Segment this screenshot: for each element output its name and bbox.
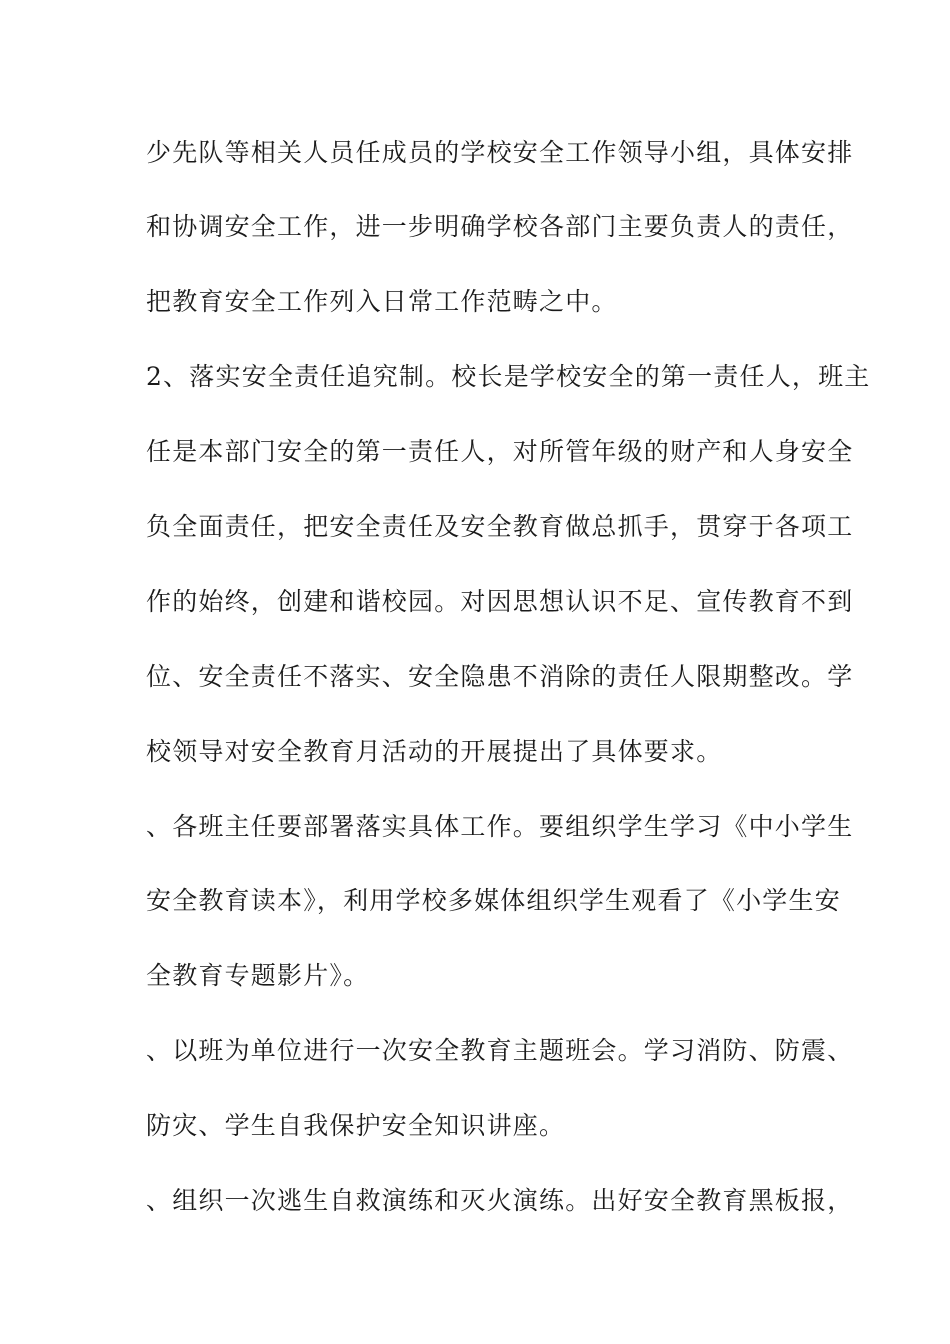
text-line: 少先队等相关人员任成员的学校安全工作领导小组，具体安排 — [146, 138, 854, 167]
text-line: 、各班主任要部署落实具体工作。要组织学生学习《中小学生 — [146, 812, 854, 841]
text-line: 任是本部门安全的第一责任人，对所管年级的财产和人身安全 — [146, 437, 854, 466]
text-line: 、组织一次逃生自救演练和灭火演练。出好安全教育黑板报， — [146, 1186, 854, 1215]
text-line: 、以班为单位进行一次安全教育主题班会。学习消防、防震、 — [146, 1036, 854, 1065]
text-line: 校领导对安全教育月活动的开展提出了具体要求。 — [146, 737, 723, 766]
text-line: 防灾、学生自我保护安全知识讲座。 — [146, 1111, 566, 1140]
text-line: 负全面责任，把安全责任及安全教育做总抓手，贯穿于各项工 — [146, 512, 854, 541]
text-line: 2、落实安全责任追究制。校长是学校安全的第一责任人，班主 — [146, 362, 871, 391]
text-line: 和协调安全工作，进一步明确学校各部门主要负责人的责任， — [146, 212, 854, 241]
text-line: 位、安全责任不落实、安全隐患不消除的责任人限期整改。学 — [146, 662, 854, 691]
text-line: 把教育安全工作列入日常工作范畴之中。 — [146, 287, 618, 316]
text-line: 全教育专题影片》。 — [146, 961, 370, 990]
text-line: 作的始终，创建和谐校园。对因思想认识不足、宣传教育不到 — [146, 587, 854, 616]
text-line: 安全教育读本》，利用学校多媒体组织学生观看了《小学生安 — [146, 886, 841, 915]
